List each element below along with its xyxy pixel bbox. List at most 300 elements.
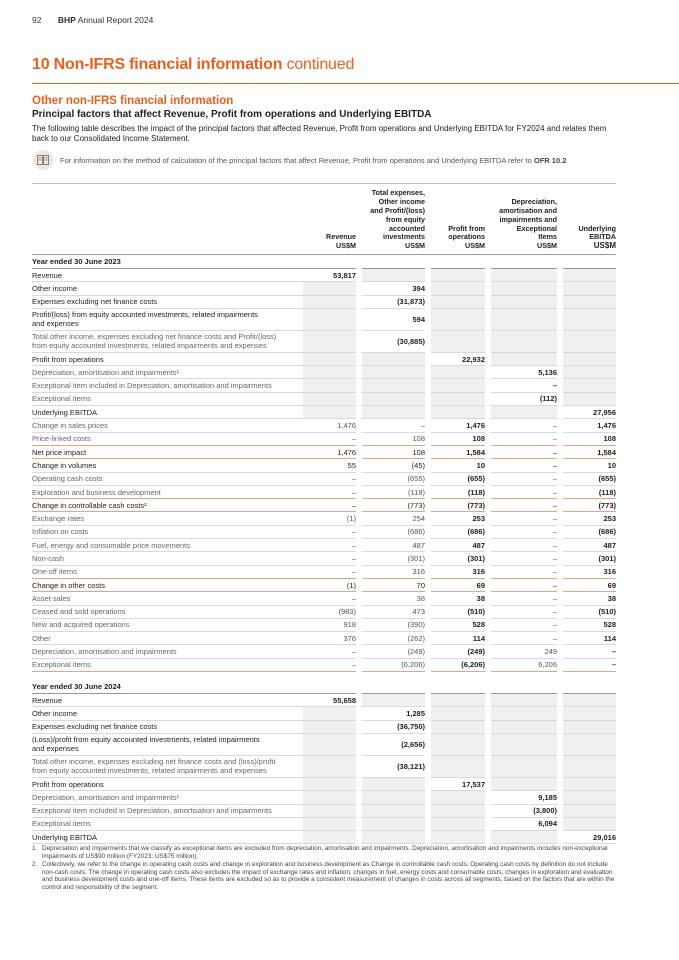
table-cell: (1) bbox=[303, 512, 356, 525]
table-cell bbox=[491, 353, 557, 366]
col-header-line: Other income bbox=[378, 197, 425, 207]
table-cell: (390) bbox=[362, 619, 425, 632]
table-cell: 17,537 bbox=[431, 778, 485, 791]
table-cell bbox=[563, 366, 616, 379]
table-cell bbox=[431, 366, 485, 379]
table-cell: 6,206 bbox=[491, 659, 557, 672]
table-cell: (3,800) bbox=[491, 805, 557, 818]
table-cell bbox=[431, 756, 485, 778]
col-header-line: US$M bbox=[336, 241, 356, 251]
row-label-text: Inflation on costs bbox=[32, 527, 89, 537]
table-row bbox=[32, 831, 616, 844]
row-label-text: and expenses bbox=[32, 319, 79, 329]
row-label bbox=[32, 296, 303, 309]
table-cell: – bbox=[491, 539, 557, 552]
table-cell: – bbox=[491, 606, 557, 619]
table-cell: 316 bbox=[431, 566, 485, 579]
row-label-text: Profit from operations bbox=[32, 779, 104, 789]
table-cell bbox=[491, 734, 557, 756]
table-cell: 10 bbox=[563, 459, 616, 472]
table-cell: 108 bbox=[563, 433, 616, 446]
table-cell: (510) bbox=[563, 606, 616, 619]
table-cell: 487 bbox=[563, 539, 616, 552]
row-label-text: Revenue bbox=[32, 695, 63, 705]
row-label bbox=[32, 379, 303, 392]
table-cell bbox=[563, 296, 616, 309]
heading-blank-cell bbox=[303, 255, 356, 269]
page-number: 92 bbox=[32, 15, 42, 25]
row-label-text: Other income bbox=[32, 283, 78, 293]
col-header-line: US$M bbox=[593, 241, 616, 251]
table-cell: 253 bbox=[431, 512, 485, 525]
table-row bbox=[32, 592, 616, 605]
col-header-line: and Profit/(loss) bbox=[370, 206, 425, 216]
col-header-line: investments bbox=[383, 232, 425, 242]
title-main: 10 Non-IFRS financial information bbox=[32, 56, 283, 73]
section-subtitle: Other non-IFRS financial information bbox=[32, 95, 234, 107]
row-label bbox=[32, 778, 303, 791]
table-cell: – bbox=[491, 499, 557, 512]
col-header-line: Items bbox=[538, 232, 557, 242]
table-cell bbox=[303, 331, 356, 353]
table-row bbox=[32, 526, 616, 539]
row-label-text: New and acquired operations bbox=[32, 620, 130, 630]
row-label-text: Underlying EBITDA bbox=[32, 407, 98, 417]
table-row bbox=[32, 309, 616, 331]
row-label-text: Other income bbox=[32, 708, 78, 718]
table-cell: (38,121) bbox=[362, 756, 425, 778]
table-cell bbox=[362, 269, 425, 282]
section-heading-row bbox=[32, 680, 616, 694]
table-cell: – bbox=[491, 592, 557, 605]
row-label-text: Exceptional items bbox=[32, 394, 91, 404]
row-label bbox=[32, 366, 303, 379]
row-label bbox=[32, 619, 303, 632]
footnote-text: Collectively, we refer to the change in operating cash costs and change in exploration and business development as Change in controllable cash costs. Operating cash costs by definition do not include non-cash costs. The change in operating cash costs also excludes the impact of exchange rates and inflation, changes in fuel, energy costs and consumable costs, changes in exploration and evaluation and business development costs and one-off items. These items are excluded so as to provide a consistent measurement of changes in costs across all segments, based on the factors that are within the control and responsibility of the segment. bbox=[42, 861, 615, 891]
table-cell: 528 bbox=[563, 619, 616, 632]
table-row bbox=[32, 473, 616, 486]
table-cell bbox=[431, 721, 485, 734]
table-row bbox=[32, 393, 616, 406]
table-cell: 1,584 bbox=[563, 446, 616, 459]
page-title bbox=[32, 56, 354, 74]
row-label-text: Exceptional item included in Depreciation, amortisation and impairments bbox=[32, 381, 272, 391]
table-cell: (773) bbox=[563, 499, 616, 512]
table-cell: (686) bbox=[431, 526, 485, 539]
heading-blank-cell bbox=[563, 255, 616, 269]
title-divider bbox=[32, 83, 679, 84]
table-row bbox=[32, 446, 616, 459]
col-header-line: US$M bbox=[465, 241, 485, 251]
row-label-text: Net price impact bbox=[32, 447, 87, 457]
row-label bbox=[32, 459, 303, 472]
table-cell: – bbox=[491, 433, 557, 446]
table-cell bbox=[431, 818, 485, 831]
row-label-text: Exchange rates bbox=[32, 514, 85, 524]
col-header-ebitda bbox=[563, 225, 616, 254]
row-label-text: from equity accounted investments, related impairments and expenses bbox=[32, 766, 267, 776]
table-cell bbox=[303, 379, 356, 392]
table-cell bbox=[491, 756, 557, 778]
table-row bbox=[32, 459, 616, 472]
table-cell bbox=[362, 831, 425, 844]
table-cell: 487 bbox=[431, 539, 485, 552]
table-cell: 594 bbox=[362, 309, 425, 331]
table-row bbox=[32, 632, 616, 645]
table-cell bbox=[491, 282, 557, 295]
table-row bbox=[32, 269, 616, 282]
table-cell: (686) bbox=[563, 526, 616, 539]
row-label bbox=[32, 592, 303, 605]
section-heading-row bbox=[32, 255, 616, 269]
table-cell: 9,185 bbox=[491, 791, 557, 804]
footnote-number: 2. bbox=[32, 861, 38, 869]
table-cell bbox=[563, 818, 616, 831]
table-cell bbox=[563, 269, 616, 282]
table-cell bbox=[303, 805, 356, 818]
table-cell: – bbox=[303, 645, 356, 658]
row-label bbox=[32, 632, 303, 645]
col-header-line: accounted bbox=[389, 223, 425, 233]
row-label-text: (Loss)/profit from equity accounted investments, related impairments bbox=[32, 735, 260, 745]
table-cell: 394 bbox=[362, 282, 425, 295]
table-row bbox=[32, 499, 616, 512]
col-header-line: EBITDA bbox=[589, 232, 616, 242]
row-label-text: One-off items bbox=[32, 567, 77, 577]
info-text-body: For information on the method of calculation of the principal factors that affect Revenue, Profit from operations and Underlying EBITDA refer to bbox=[60, 156, 532, 165]
table-cell: – bbox=[303, 486, 356, 499]
table-cell: (36,750) bbox=[362, 721, 425, 734]
table-cell: 5,136 bbox=[491, 366, 557, 379]
intro-paragraph: The following table describes the impact of the principal factors that affected Revenue, Profit from operations and Underlying EBITDA for FY2024 and relates them back to our Consolidated Income Statement. bbox=[32, 124, 607, 143]
table-cell bbox=[563, 331, 616, 353]
col-header-line: Depreciation, bbox=[511, 197, 557, 207]
table-cell: 22,932 bbox=[431, 353, 485, 366]
row-label bbox=[32, 579, 303, 592]
table-cell: (655) bbox=[362, 473, 425, 486]
table-cell bbox=[491, 721, 557, 734]
row-label bbox=[32, 393, 303, 406]
table-cell: (6,206) bbox=[431, 659, 485, 672]
table-header bbox=[32, 184, 616, 255]
table-cell: (773) bbox=[431, 499, 485, 512]
table-cell: – bbox=[563, 645, 616, 658]
table-cell: – bbox=[303, 552, 356, 565]
table-cell: (249) bbox=[431, 645, 485, 658]
table-cell: (773) bbox=[362, 499, 425, 512]
row-label bbox=[32, 756, 303, 778]
info-callout bbox=[32, 150, 640, 172]
table-cell bbox=[491, 331, 557, 353]
heading-blank-cell bbox=[431, 255, 485, 269]
col-header-total-expenses bbox=[362, 189, 425, 254]
table-row bbox=[32, 721, 616, 734]
table-cell bbox=[303, 721, 356, 734]
row-label-text: Change in other costs bbox=[32, 580, 105, 590]
table-cell bbox=[362, 778, 425, 791]
table-cell bbox=[303, 296, 356, 309]
table-row bbox=[32, 512, 616, 525]
table-cell: 114 bbox=[563, 632, 616, 645]
table-cell bbox=[362, 818, 425, 831]
table-cell: (983) bbox=[303, 606, 356, 619]
row-label bbox=[32, 282, 303, 295]
row-label-text: Other bbox=[32, 633, 51, 643]
row-label-text: from equity accounted investments, related impairments and expenses bbox=[32, 341, 267, 351]
table-cell bbox=[431, 331, 485, 353]
table-cell: 69 bbox=[431, 579, 485, 592]
book-icon bbox=[33, 150, 53, 170]
table-cell bbox=[563, 734, 616, 756]
table-row bbox=[32, 756, 616, 778]
table-cell: (510) bbox=[431, 606, 485, 619]
row-label bbox=[32, 721, 303, 734]
table-cell: 1,476 bbox=[563, 419, 616, 432]
table-cell bbox=[362, 791, 425, 804]
table-cell bbox=[491, 707, 557, 720]
table-cell: 528 bbox=[431, 619, 485, 632]
heading-blank-cell bbox=[362, 255, 425, 269]
row-label-text: Expenses excluding net finance costs bbox=[32, 722, 158, 732]
row-label bbox=[32, 707, 303, 720]
row-label bbox=[32, 353, 303, 366]
table-row bbox=[32, 296, 616, 309]
table-row bbox=[32, 619, 616, 632]
row-label bbox=[32, 269, 303, 282]
table-cell: 27,956 bbox=[563, 406, 616, 419]
table-cell: 38 bbox=[362, 592, 425, 605]
table-cell bbox=[431, 707, 485, 720]
row-label bbox=[32, 512, 303, 525]
table-cell: – bbox=[303, 526, 356, 539]
row-label bbox=[32, 791, 303, 804]
section-heading: Year ended 30 June 2024 bbox=[32, 680, 303, 694]
table-cell bbox=[303, 353, 356, 366]
table-cell bbox=[491, 831, 557, 844]
table-row bbox=[32, 366, 616, 379]
col-header-depreciation bbox=[491, 198, 557, 254]
table-cell: (31,873) bbox=[362, 296, 425, 309]
table-cell bbox=[563, 282, 616, 295]
table-cell: 1,476 bbox=[431, 419, 485, 432]
col-header-line: US$M bbox=[405, 241, 425, 251]
row-label-text: Exceptional items bbox=[32, 660, 91, 670]
row-label bbox=[32, 419, 303, 432]
table-cell: 918 bbox=[303, 619, 356, 632]
table-cell: 29,016 bbox=[563, 831, 616, 844]
table-cell bbox=[303, 756, 356, 778]
table-cell bbox=[431, 309, 485, 331]
table-cell: 316 bbox=[563, 566, 616, 579]
table-row bbox=[32, 645, 616, 658]
row-label-text: Ceased and sold operations bbox=[32, 607, 126, 617]
table-cell bbox=[362, 805, 425, 818]
table-cell bbox=[563, 379, 616, 392]
table-cell bbox=[303, 778, 356, 791]
table-cell: 253 bbox=[563, 512, 616, 525]
info-text bbox=[60, 156, 566, 165]
table-cell: 1,476 bbox=[303, 446, 356, 459]
row-label bbox=[32, 499, 303, 512]
row-label-text: Non-cash bbox=[32, 553, 65, 563]
table-row bbox=[32, 282, 616, 295]
table-cell: 108 bbox=[362, 446, 425, 459]
title-continued: continued bbox=[286, 56, 355, 73]
table-cell: 376 bbox=[303, 632, 356, 645]
table-cell bbox=[491, 296, 557, 309]
table-cell: – bbox=[491, 446, 557, 459]
col-header-line: from equity bbox=[385, 214, 425, 224]
heading-blank-cell bbox=[362, 680, 425, 694]
row-label bbox=[32, 473, 303, 486]
table-cell: 38 bbox=[563, 592, 616, 605]
table-cell: (2,656) bbox=[362, 734, 425, 756]
table-cell bbox=[431, 269, 485, 282]
row-label-text: Expenses excluding net finance costs bbox=[32, 297, 158, 307]
table-cell: – bbox=[303, 433, 356, 446]
table-row bbox=[32, 406, 616, 419]
row-label bbox=[32, 331, 303, 353]
table-cell: – bbox=[303, 539, 356, 552]
table-cell bbox=[362, 379, 425, 392]
table-cell bbox=[563, 805, 616, 818]
row-label bbox=[32, 818, 303, 831]
table-cell: (112) bbox=[491, 393, 557, 406]
row-label bbox=[32, 486, 303, 499]
col-header-line: impairments and bbox=[499, 214, 557, 224]
table-cell: – bbox=[303, 592, 356, 605]
row-label-text: Exploration and business development bbox=[32, 487, 161, 497]
row-label-text: Underlying EBITDA bbox=[32, 832, 98, 842]
table-cell: (1) bbox=[303, 579, 356, 592]
table-cell bbox=[431, 791, 485, 804]
row-label-text: Depreciation, amortisation and impairments bbox=[32, 647, 177, 657]
table-row bbox=[32, 419, 616, 432]
footnote-text: Depreciation and impairments that we classify as exceptional items are excluded from depreciation, amortisation and impairments. Depreciation, amortisation and impairments includes non-exceptional impairments of US$90 million (FY2023: US$75 million). bbox=[42, 845, 608, 860]
row-label-text: Revenue bbox=[32, 270, 63, 280]
col-header-line: amortisation and bbox=[499, 206, 557, 216]
heading-blank-cell bbox=[491, 680, 557, 694]
col-header-line: Revenue bbox=[326, 232, 356, 242]
table-cell: (301) bbox=[563, 552, 616, 565]
table-cell bbox=[563, 721, 616, 734]
table-row bbox=[32, 486, 616, 499]
row-label bbox=[32, 446, 303, 459]
table-cell: – bbox=[491, 419, 557, 432]
table-cell bbox=[362, 406, 425, 419]
col-header-line: Total expenses, bbox=[371, 188, 425, 198]
section-heading: Year ended 30 June 2023 bbox=[32, 255, 303, 269]
table-cell bbox=[563, 353, 616, 366]
footnote bbox=[32, 861, 622, 891]
row-label bbox=[32, 539, 303, 552]
brand-name: BHP bbox=[57, 15, 76, 25]
factors-table bbox=[32, 183, 616, 844]
table-cell bbox=[563, 393, 616, 406]
row-label-text: and expenses bbox=[32, 744, 79, 754]
table-cell: – bbox=[303, 659, 356, 672]
table-cell bbox=[303, 406, 356, 419]
row-label bbox=[32, 831, 303, 844]
table-cell bbox=[491, 269, 557, 282]
table-cell bbox=[431, 379, 485, 392]
row-label bbox=[32, 406, 303, 419]
table-cell bbox=[431, 831, 485, 844]
table-cell bbox=[303, 366, 356, 379]
table-cell bbox=[563, 309, 616, 331]
table-cell bbox=[362, 393, 425, 406]
table-cell: – bbox=[491, 619, 557, 632]
table-cell: (301) bbox=[362, 552, 425, 565]
col-header-revenue bbox=[303, 233, 356, 254]
table-cell bbox=[303, 707, 356, 720]
row-label-text: Exceptional item included in Depreciation, amortisation and impairments bbox=[32, 806, 272, 816]
info-reference-link[interactable]: OFR 10.2 bbox=[533, 156, 567, 165]
row-label bbox=[32, 694, 303, 707]
row-label bbox=[32, 606, 303, 619]
table-cell bbox=[303, 831, 356, 844]
col-header-line: US$M bbox=[537, 241, 557, 251]
table-cell: (118) bbox=[431, 486, 485, 499]
heading-blank-cell bbox=[303, 680, 356, 694]
page-header bbox=[32, 15, 153, 25]
table-cell: 1,476 bbox=[303, 419, 356, 432]
table-cell: – bbox=[491, 632, 557, 645]
table-cell bbox=[431, 406, 485, 419]
table-row bbox=[32, 552, 616, 565]
table-cell: 254 bbox=[362, 512, 425, 525]
table-cell: (45) bbox=[362, 459, 425, 472]
section-spacer bbox=[32, 672, 616, 680]
table-cell bbox=[431, 296, 485, 309]
footnote bbox=[32, 845, 622, 860]
table-cell bbox=[431, 805, 485, 818]
report-name: Annual Report 2024 bbox=[77, 15, 154, 25]
table-cell: (118) bbox=[362, 486, 425, 499]
row-label-text: Operating cash costs bbox=[32, 474, 103, 484]
table-cell: – bbox=[491, 552, 557, 565]
heading-blank-cell bbox=[563, 680, 616, 694]
table-cell: (30,885) bbox=[362, 331, 425, 353]
row-label bbox=[32, 659, 303, 672]
table-cell: – bbox=[563, 659, 616, 672]
table-row bbox=[32, 694, 616, 707]
row-label bbox=[32, 734, 303, 756]
table-cell: (301) bbox=[431, 552, 485, 565]
table-row bbox=[32, 331, 616, 353]
table-cell: 1,584 bbox=[431, 446, 485, 459]
table-row bbox=[32, 353, 616, 366]
table-row bbox=[32, 566, 616, 579]
table-cell: – bbox=[491, 526, 557, 539]
table-cell: (655) bbox=[431, 473, 485, 486]
row-label-text: Change in sales prices bbox=[32, 421, 108, 431]
table-cell: (249) bbox=[362, 645, 425, 658]
col-header-line: Profit from bbox=[448, 223, 485, 233]
table-cell bbox=[362, 353, 425, 366]
row-label-text: Exceptional items bbox=[32, 819, 91, 829]
table-cell bbox=[563, 694, 616, 707]
table-cell: 10 bbox=[431, 459, 485, 472]
table-cell: 1,285 bbox=[362, 707, 425, 720]
table-row bbox=[32, 818, 616, 831]
col-header-line: Underlying bbox=[578, 223, 616, 233]
table-cell: (262) bbox=[362, 632, 425, 645]
footnote-number: 1. bbox=[32, 845, 38, 852]
table-cell: 108 bbox=[362, 433, 425, 446]
table-cell: 249 bbox=[491, 645, 557, 658]
row-label-text: Change in controllable cash costs² bbox=[32, 500, 147, 510]
